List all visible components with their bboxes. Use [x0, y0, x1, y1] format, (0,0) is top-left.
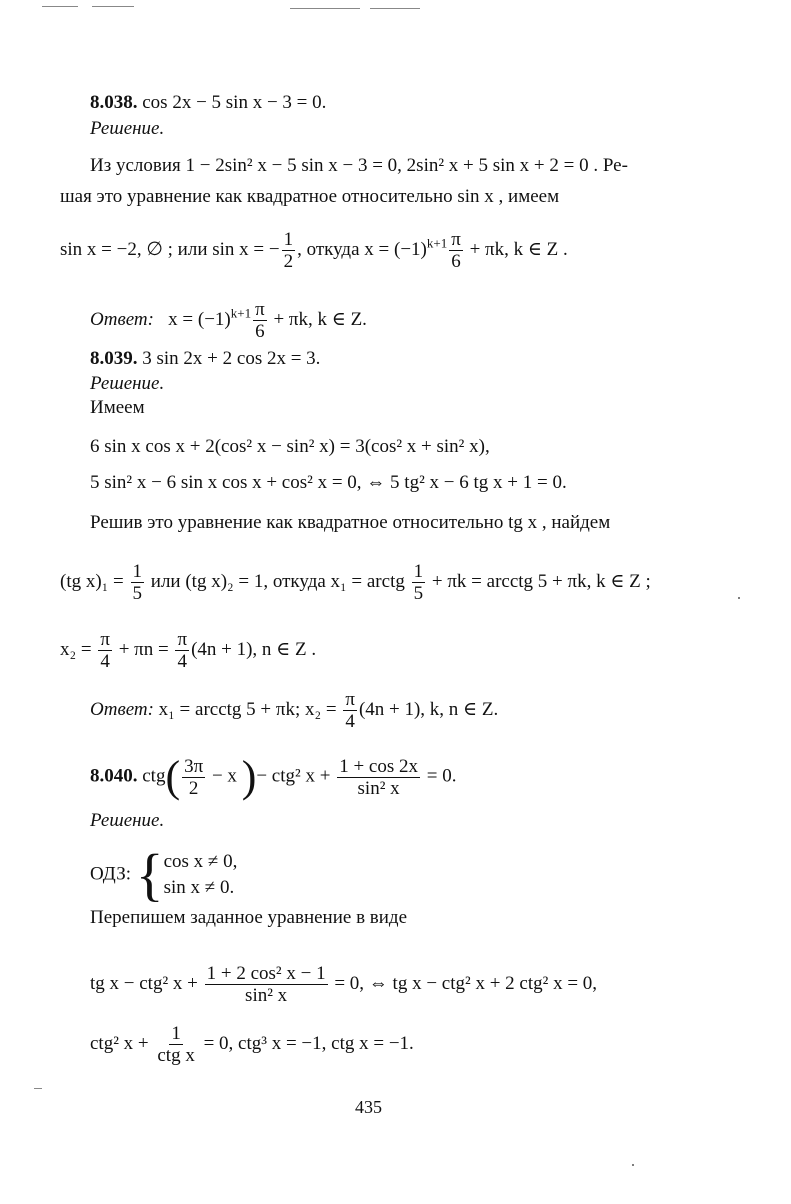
fraction: $\frac{\pi}{6}$ — [451, 229, 461, 272]
formula-part: (4n + 1), k, n ∈ Z. — [358, 698, 499, 720]
formula-part: x = (−1) — [168, 308, 231, 330]
formula-line — [60, 230, 568, 271]
formula-line — [60, 630, 316, 671]
odz-block — [90, 842, 238, 907]
formula-part: + πk, k ∈ Z. — [268, 308, 367, 330]
fraction: $\frac{\pi}{6}$ — [255, 299, 265, 342]
problem-8-038-header — [90, 92, 326, 114]
formula-part: = 0, ctg³ x = −1, ctg x = −1. — [198, 1032, 414, 1054]
answer-line — [90, 690, 498, 731]
paren: ( — [165, 752, 181, 801]
text-line: шая это уравнение как квадратное относительно sin x , имеем — [60, 186, 560, 207]
odz-conditions — [164, 849, 238, 901]
odz-label: ОДЗ: — [90, 863, 132, 885]
scan-dot — [632, 1164, 634, 1166]
formula-part: = 0. — [421, 765, 457, 787]
formula-part: ctg² x + — [90, 1032, 154, 1054]
fraction: $\frac{\pi}{4}$ — [345, 689, 355, 732]
scan-mark — [290, 8, 360, 9]
condition: sin x ≠ 0. — [163, 877, 235, 898]
formula-part: − x — [207, 765, 242, 787]
equation: 3 sin 2x + 2 cos 2x = 3. — [142, 348, 321, 369]
fraction: $\frac{1}{2}$ — [283, 229, 294, 272]
formula-part: или (tg x)₂ = 1, откуда x₁ = arctg — [146, 570, 410, 592]
scan-mark — [92, 6, 134, 7]
equation: cos 2x − 5 sin x − 3 = 0. — [142, 92, 327, 113]
formula-part: x₁ = arcctg 5 + πk; x₂ = — [153, 698, 342, 720]
formula-part: sin x = −2, ∅ ; или sin x = − — [60, 238, 280, 260]
formula-part: = 0, ⇔ tg x − ctg² x + 2 ctg² x = 0, — [329, 972, 598, 994]
formula-line — [90, 964, 597, 1005]
formula-line: 6 sin x cos x + 2(cos² x − sin² x) = 3(cos² x + sin² x), — [90, 436, 490, 457]
problem-number: 8.040. — [90, 765, 138, 787]
exponent: k+1 — [230, 305, 252, 321]
fraction: $\frac{1}{\text{ctg x}}$ — [157, 1023, 195, 1066]
solution-label: Решение. — [90, 118, 165, 139]
scan-mark — [370, 8, 420, 9]
formula-line — [60, 562, 651, 603]
formula-part: x₂ = — [60, 638, 97, 660]
answer-line — [90, 300, 367, 341]
formula-part: (4n + 1), n ∈ Z . — [191, 638, 317, 660]
scan-dot — [738, 597, 740, 599]
text-line: Имеем — [90, 397, 145, 418]
fraction: $\frac{1}{5}$ — [132, 561, 143, 604]
problem-8-039-header — [90, 348, 320, 370]
text-line: Перепишем заданное уравнение в виде — [90, 907, 408, 928]
fraction: $\frac{\pi}{4}$ — [100, 629, 110, 672]
solution-label: Решение. — [90, 810, 165, 831]
condition: cos x ≠ 0, — [163, 851, 238, 872]
formula-part: (tg x)₁ = — [60, 570, 129, 592]
problem-number: 8.039. — [90, 348, 138, 369]
answer-label: Ответ: — [90, 698, 154, 720]
text-line: Из условия 1 − 2sin² x − 5 sin x − 3 = 0, 2sin² x + 5 sin x + 2 = 0 . Ре- — [90, 155, 628, 176]
exponent: k+1 — [426, 235, 448, 251]
brace: { — [135, 842, 164, 907]
scan-mark — [42, 6, 78, 7]
text-line: Решив это уравнение как квадратное относительно tg x , найдем — [90, 512, 611, 533]
formula-part: + πk, k ∈ Z . — [464, 238, 568, 260]
paren: ) — [241, 752, 257, 801]
formula-part: + πn = — [113, 638, 174, 660]
fraction: $\frac{3\pi}{2}$ — [184, 755, 204, 799]
fraction: $\frac{\text{1 + 2 cos² x − 1}}{\text{sin² x}}$ — [206, 963, 326, 1006]
solution-label: Решение. — [90, 373, 165, 394]
formula-part: − ctg² x + — [256, 765, 336, 787]
fraction: $\frac{1 + \cos 2x}{\text{sin² x}}$ — [339, 755, 418, 799]
formula-line — [90, 1024, 414, 1065]
formula-part: ctg — [142, 765, 166, 787]
answer-label: Ответ: — [90, 308, 154, 330]
fraction: $\frac{1}{5}$ — [413, 561, 424, 604]
fraction: $\frac{\pi}{4}$ — [177, 629, 188, 672]
problem-number: 8.038. — [90, 92, 138, 113]
formula-part: + πk = arcctg 5 + πk, k ∈ Z ; — [427, 570, 651, 592]
scan-mark — [34, 1088, 42, 1089]
page-number: 435 — [355, 1097, 382, 1117]
formula-part: , откуда x = (−1) — [297, 238, 427, 260]
formula-line: 5 sin² x − 6 sin x cos x + cos² x = 0, ⇔ 5 tg² x − 6 tg x + 1 = 0. — [90, 472, 567, 493]
formula-part: tg x − ctg² x + — [90, 972, 203, 994]
problem-8-040-header — [90, 752, 457, 801]
